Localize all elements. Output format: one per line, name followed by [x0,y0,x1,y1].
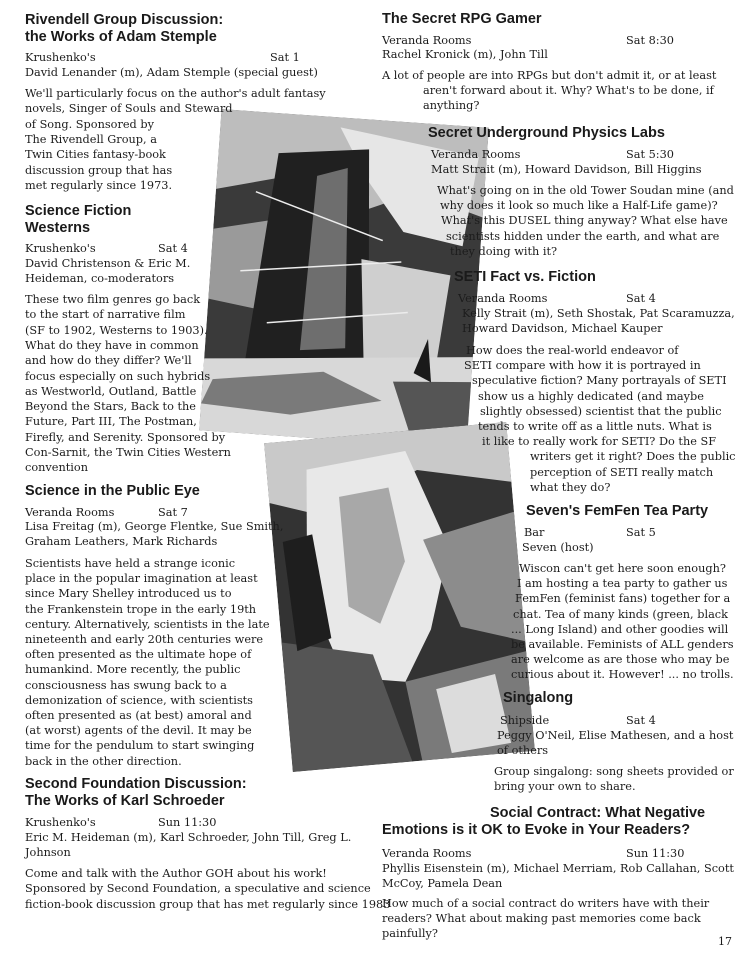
session-description: Twin Cities fantasy-book [25,148,166,162]
session-description: and how do they differ? We'll [25,354,192,368]
session-panelists: Lisa Freitag (m), George Flentke, Sue Smith, [25,520,284,533]
session-description: How does the real-world endeavor of [466,344,679,357]
section-title: Westerns [25,220,91,236]
section-title: Secret Underground Physics Labs [428,125,665,141]
session-description: of Song. Sponsored by [25,117,154,131]
session-description: consciousness has swung back to a [25,678,227,692]
session-description: The Rivendell Group, a [25,132,157,146]
session-panelists: Eric M. Heideman (m), Karl Schroeder, John Till, Greg L. [25,831,352,844]
session-panelists: Kelly Strait (m), Seth Shostak, Pat Scaramuzza, [462,307,735,320]
session-time: Sat 8:30 [626,34,674,47]
session-description: the Frankenstein trope in the early 19th [25,602,257,616]
session-time: Sat 5:30 [626,148,674,161]
session-description: they doing with it? [450,244,558,258]
session-description: speculative fiction? Many portrayals of SETI [472,374,727,388]
session-location: Krushenko's [25,816,96,829]
section-title: Singalong [503,690,574,706]
session-time: Sat 4 [626,292,656,305]
session-time: Sat 5 [626,526,656,539]
session-panelists: Matt Strait (m), Howard Davidson, Bill Higgins [431,163,702,176]
section-title: The Secret RPG Gamer [382,11,542,27]
session-description: novels, Singer of Souls and Steward [25,102,233,116]
session-location: Shipside [500,714,550,727]
session-description: be available. Feminists of ALL genders [511,638,734,651]
session-description: why does it look so much like a Half-Life game)? [440,199,718,213]
session-description: Sponsored by Second Foundation, a speculative and science [25,882,371,896]
session-description: century. Alternatively, scientists in the late [25,617,270,631]
session-description: A lot of people are into RPGs but don't admit it, or at least [382,69,717,82]
section-title: Science in the Public Eye [25,483,200,499]
session-panelists: Rachel Kronick (m), John Till [382,48,548,61]
session-description: FemFen (feminist fans) together for a [515,592,731,606]
session-panelists: David Lenander (m), Adam Stemple (special guest) [25,66,318,79]
session-description: ... Long Island) and other goodies will [511,622,729,636]
page-number: 17 [718,935,732,948]
session-description: time for the pendulum to start swinging [25,739,255,753]
session-description: curious about it. However! ... no trolls. [511,668,734,682]
session-description: often presented as the ultimate hope of [25,648,252,662]
session-description: Wiscon can't get here soon enough? [519,562,726,575]
session-location: Veranda Rooms [458,292,548,305]
session-description: what they do? [530,480,611,494]
session-description: met regularly since 1973. [25,178,173,192]
session-description: focus especially on such hybrids [25,369,211,383]
session-description: Con-Sarnit, the Twin Cities Western [25,446,231,459]
portrait-artwork [264,422,535,772]
section-title: Social Contract: What Negative [490,805,706,821]
session-description: What's going on in the old Tower Soudan mine (and [437,184,734,197]
session-description: fiction-book discussion group that has met regularly since 1983 [25,897,391,911]
session-description: often presented as (at best) amoral and [25,709,252,722]
section-title: Emotions is it OK to Evoke in Your Readers? [382,822,691,838]
session-panelists: Graham Leathers, Mark Richards [25,535,218,548]
session-description: writers get it right? Does the public [530,450,736,464]
session-description: show us a highly dedicated (and maybe [478,389,704,403]
session-description: (at worst) agents of the devil. It may be [25,724,252,738]
session-description: perception of SETI really match [530,465,714,479]
session-panelists: Phyllis Eisenstein (m), Michael Merriam, Rob Callahan, Scott [382,862,734,875]
session-description: are welcome as are those who may be [511,653,730,667]
session-description: to the start of narrative film [25,308,186,322]
session-panelists: McCoy, Pamela Dean [382,877,503,890]
session-description: painfully? [382,927,438,940]
session-description: Beyond the Stars, Back to the [25,400,196,414]
section-title: the Works of Adam Stemple [25,29,217,45]
session-description: Future, Part III, The Postman, [25,415,197,429]
session-description: it like to really work for SETI? Do the SF [482,435,717,449]
session-description: discussion group that has [25,163,173,177]
session-description: bring your own to share. [494,780,636,793]
session-description: How much of a social contract do writers have with their [382,897,710,910]
session-description: (SF to 1902, Westerns to 1903). [25,323,208,337]
session-description: SETI compare with how it is portrayed in [464,359,701,373]
session-panelists: of others [497,744,549,757]
session-panelists: Seven (host) [522,541,594,554]
session-description: readers? What about making past memories come back [382,912,701,925]
session-description: aren't forward about it. Why? What's to be done, if [423,84,714,97]
session-panelists: Heideman, co-moderators [25,272,175,285]
session-location: Veranda Rooms [25,506,115,519]
session-panelists: David Christenson & Eric M. [25,257,191,270]
session-description: slightly obsessed) scientist that the public [480,404,722,418]
session-location: Krushenko's [25,242,96,255]
session-description: scientists hidden under the earth, and what are [446,229,720,243]
section-title: The Works of Karl Schroeder [25,793,225,809]
session-description: I am hosting a tea party to gather us [517,577,728,591]
session-description: Group singalong: song sheets provided or [494,765,734,778]
session-description: We'll particularly focus on the author's adult fantasy [25,87,326,100]
session-time: Sat 4 [158,242,188,255]
session-panelists: Johnson [25,846,71,859]
section-title: Second Foundation Discussion: [25,776,247,792]
session-description: place in the popular imagination at least [25,572,258,586]
session-description: as Westworld, Outland, Battle [25,384,197,398]
section-title: Rivendell Group Discussion: [25,12,224,28]
session-location: Krushenko's [25,51,96,64]
session-description: convention [25,461,88,475]
session-description: Firefly, and Serenity. Sponsored by [25,430,226,444]
session-description: Scientists have held a strange iconic [25,557,236,570]
session-time: Sat 7 [158,506,188,519]
session-description: humankind. More recently, the public [25,663,241,677]
session-time: Sat 1 [270,51,300,64]
session-time: Sun 11:30 [626,847,685,860]
session-description: tends to write off as a little nuts. What is [478,420,712,433]
session-location: Bar [524,526,545,539]
session-location: Veranda Rooms [382,34,472,47]
session-description: back in the other direction. [25,754,182,768]
section-title: Seven's FemFen Tea Party [526,503,709,519]
session-description: anything? [423,99,480,112]
session-description: These two film genres go back [25,293,201,306]
session-description: nineteenth and early 20th centuries were [25,633,264,646]
session-description: Come and talk with the Author GOH about his work! [25,867,327,880]
session-time: Sun 11:30 [158,816,217,829]
session-description: since Mary Shelley introduced us to [25,587,232,601]
session-panelists: Peggy O'Neil, Elise Mathesen, and a host [497,729,734,742]
section-title: Science Fiction [25,203,132,219]
section-title: SETI Fact vs. Fiction [454,269,596,285]
session-description: demonization of science, with scientists [25,693,253,707]
session-time: Sat 4 [626,714,656,727]
session-location: Veranda Rooms [382,847,472,860]
session-location: Veranda Rooms [431,148,521,161]
session-panelists: Howard Davidson, Michael Kauper [462,322,663,335]
session-description: What do they have in common [25,338,199,352]
session-description: chat. Tea of many kinds (green, black [513,607,728,621]
session-description: What's this DUSEL thing anyway? What else have [441,214,728,228]
